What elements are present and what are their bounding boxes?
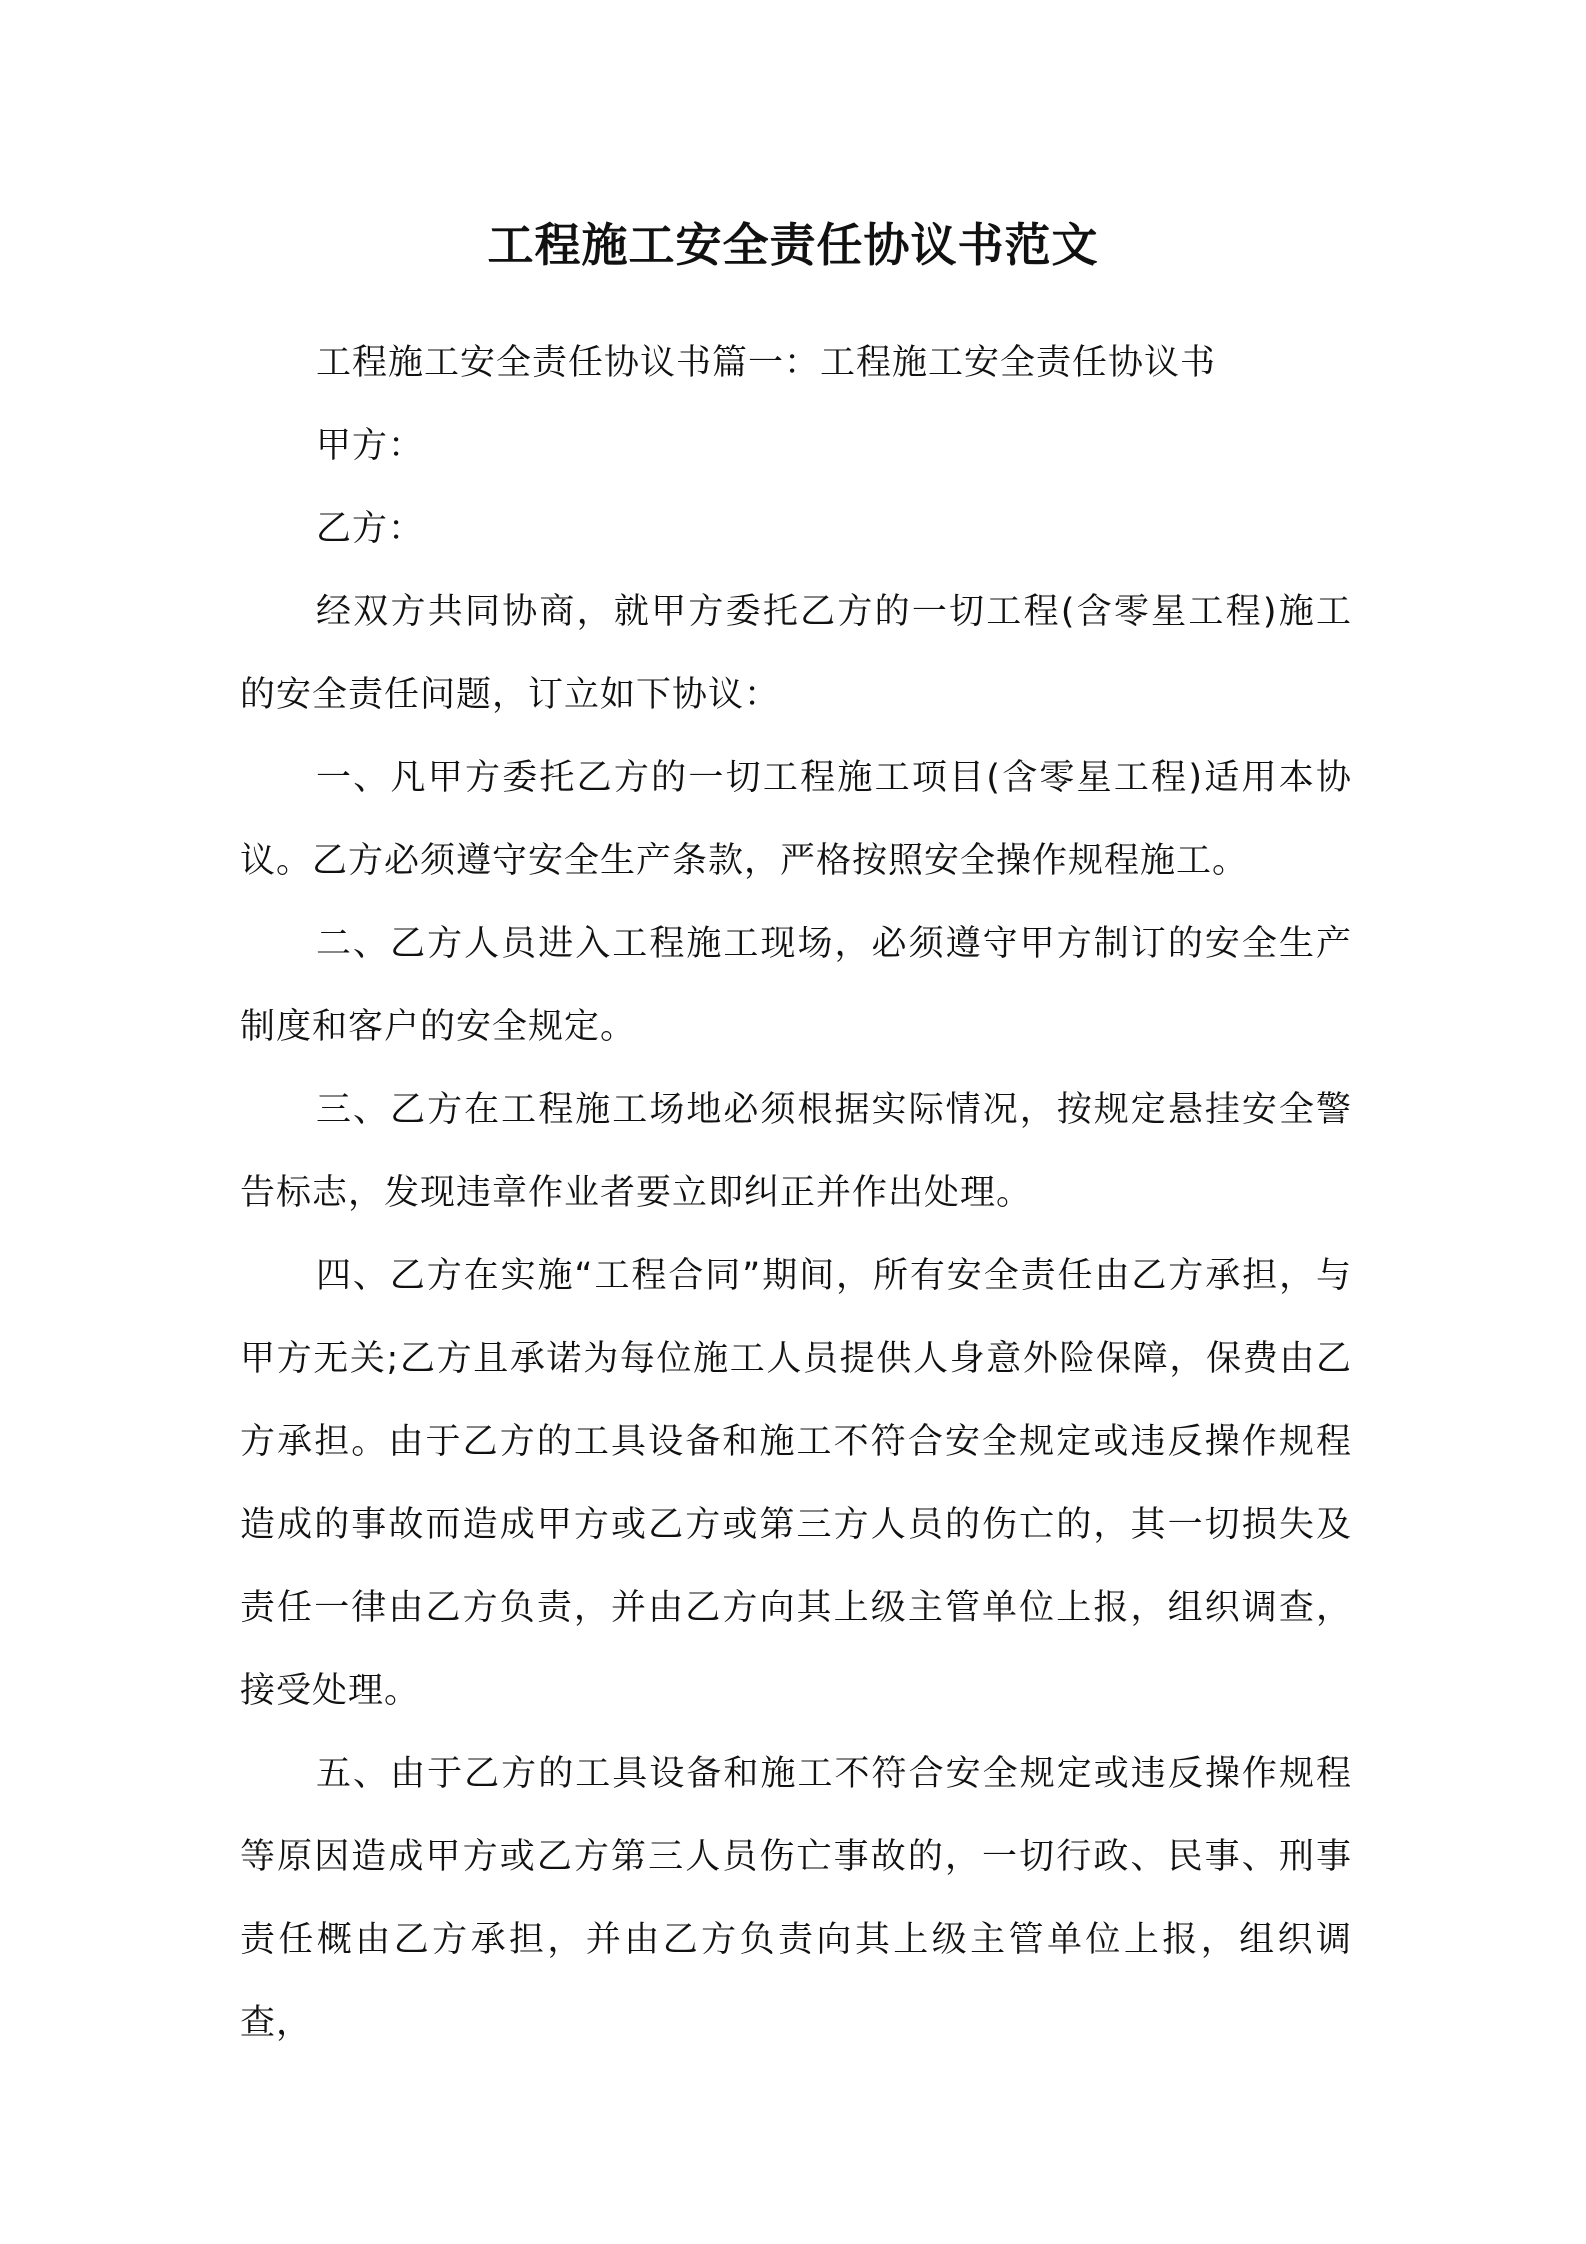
paragraph-preamble: 经双方共同协商，就甲方委托乙方的一切工程(含零星工程)施工的安全责任问题，订立如下协议：: [240, 592, 1352, 715]
document-title: 工程施工安全责任协议书范文: [487, 218, 1099, 272]
paragraph-party-a: 甲方：: [316, 426, 425, 466]
paragraph-clause-3: 三、乙方在工程施工场地必须根据实际情况，按规定悬挂安全警告标志，发现违章作业者要立即纠正并作出处理。: [240, 1090, 1352, 1213]
paragraph-party-b: 乙方：: [316, 509, 425, 549]
paragraph-clause-1: 一、凡甲方委托乙方的一切工程施工项目(含零星工程)适用本协议。乙方必须遵守安全生产条款，严格按照安全操作规程施工。: [240, 758, 1352, 881]
document-body: [240, 322, 1352, 2065]
paragraph-heading: 工程施工安全责任协议书篇一：工程施工安全责任协议书: [316, 343, 1217, 383]
paragraph-clause-4: 四、乙方在实施“工程合同”期间，所有安全责任由乙方承担，与甲方无关;乙方且承诺为每位施工人员提供人身意外险保障，保费由乙方承担。由于乙方的工具设备和施工不符合安全规定或违反操作规程造成的事故而造成甲方或乙方或第三方人员的伤亡的，其一切损失及责任一律由乙方负责，并由乙方向其上级主管单位上报，组织调查，接受处理。: [240, 1256, 1352, 1711]
paragraph-clause-5: 五、由于乙方的工具设备和施工不符合安全规定或违反操作规程等原因造成甲方或乙方第三人员伤亡事故的，一切行政、民事、刑事责任概由乙方承担，并由乙方负责向其上级主管单位上报，组织调查，: [240, 1754, 1352, 2043]
paragraph-clause-2: 二、乙方人员进入工程施工现场，必须遵守甲方制订的安全生产制度和客户的安全规定。: [240, 924, 1352, 1047]
